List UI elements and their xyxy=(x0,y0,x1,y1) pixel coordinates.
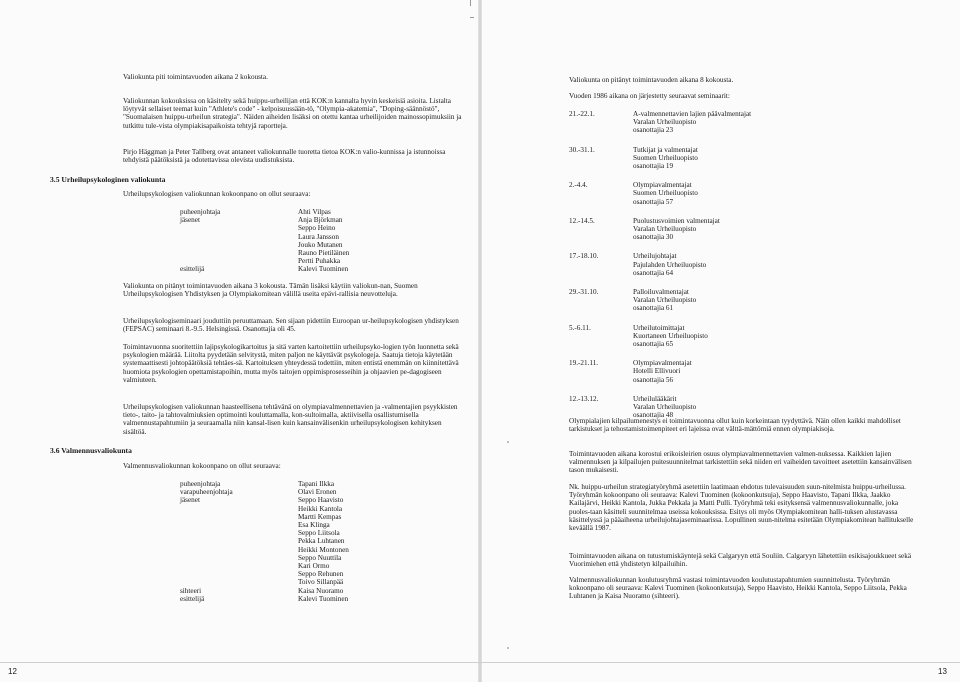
right-paragraph: Olympialajien kilpailumenestys ei toimintavuonna ollut kuin korkeintaan tyydyttävä. Näin ollen kaikki mahdolliset tarkistukset ja tehostamistoimenpiteet eri lajeissa ovat välttä-mättömiä ennen olympiakisoja. xyxy=(569,417,901,434)
page-number-right: 13 xyxy=(938,667,947,676)
seminar-place: Varalan Urheiluopisto xyxy=(633,296,697,305)
roster-role xyxy=(180,570,298,578)
roster-role xyxy=(180,537,298,545)
seminar-date: 12.-14.5. xyxy=(569,216,595,225)
roster-role xyxy=(180,546,298,554)
seminar-place: Suomen Urheiluopisto xyxy=(633,153,698,162)
seminar-title: A-valmennettavien lajien päävalmentajat xyxy=(633,110,752,118)
left-paragraph: Pirjo Häggman ja Peter Tallberg ovat antaneet valiokunnalle tuoretta tietoa KOK:n valio-kunnissa ja istunnoissa tehdyistä päätöksistä ja odotettavissa olevista uudistuksista. xyxy=(123,148,446,165)
roster-name: Martti Kempas xyxy=(298,512,342,521)
seminar-count: osanottajia 57 xyxy=(633,197,674,206)
seminar-place: Kuortaneen Urheiluopisto xyxy=(633,331,708,340)
roster-name: Tapani Ilkka xyxy=(298,480,335,488)
seminar-place: Varalan Urheiluopisto xyxy=(633,403,697,412)
seminar-date: 17.-18.10. xyxy=(569,252,599,261)
section-heading-3-5: 3.5 Urheilupsykologinen valiokunta xyxy=(50,175,166,184)
seminar-date: 30.-31.1. xyxy=(569,145,595,154)
seminar-count: osanottajia 23 xyxy=(633,126,674,135)
seminar-place: Pajulahden Urheiluopisto xyxy=(633,260,707,269)
right-paragraph: Toimintavuoden aikana korostui erikoisleirien osuus olympiavalmennettavien valmen-nuksessa. Kaikkien lajien valmennuksen ja kilpailujen puitesuunnitelmat tarkistettiin sekä niiden eri vaiheiden tavoitteet asetettiin kansainvälisen tason mukaisesti. xyxy=(569,450,912,475)
crop-mark xyxy=(470,17,474,18)
roster-name: Rauno Pietiläinen xyxy=(298,249,350,258)
right-paragraph: Toimintavuoden aikana on tutustumiskäyntejä sekä Calgaryyn että Souliin. Calgaryyn lähetettiin esikisajoukkueet sekä Vuorimiehen että yhdistetyn kilpailuihin. xyxy=(569,552,912,569)
seminar-list xyxy=(569,110,833,419)
seminar-place: Varalan Urheiluopisto xyxy=(633,225,697,234)
book-gutter xyxy=(478,0,482,682)
seminar-date: 29.-31.10. xyxy=(569,288,599,297)
seminar-title: Urheilulääkärit xyxy=(633,394,677,403)
seminar-count: osanottajia 56 xyxy=(633,375,674,384)
committee-intro: Valmennusvaliokunnan kokoonpano on ollut seuraava: xyxy=(123,462,281,470)
right-paragraph: Nk. huippu-urheilun strategiatyöryhmä asetettiin laatimaan ehdotus tulevaisuuden suun-nitelmista huippu-urheilussa. Työryhmän kokoonpano oli seuraava: Kalevi Tuominen (kokoonkutsuja), Seppo Haavisto, Tapani Ilkka, Jaakko Kailajärvi, Heikki Kantola, Jukka Pekkala ja Matti Pulli. Työryhmä teki esityksensä valmennusvaliokunnalle, joka puoles-taan käsitteli suunnitelmaa useissa kokouksissa. Esitys oli myös Olympiakomitean halli-tuksen alustavassa käsittelyssä ja pääaiheena urheilujohtajaseminaarissa. Lopullinen suun-nitelma esitetään Olympiakomitean hallitukselle keväällä 1987. xyxy=(569,483,914,533)
left-paragraph: Urheilupsykologisen valiokunnan haasteellisena tehtävänä on olympiavalmennettavien ja -valmentajien psyykkisten tieto-, taito- ja tahtovalmiuksien optimointi kouluttamalla, kon-sultoimalla, aktiivisella osallistumisella valmennustapahtumiin ja seuraamalla niin kansal-lisen kuin kansainvälisenkin urheilupsykologisen kehityksen sisältöä. xyxy=(123,403,458,436)
seminar-place: Hotelli Ellivuori xyxy=(633,367,681,376)
right-paragraph: Valmennusvaliokunnan koulutusryhmä vastasi toimintavuoden koulutustapahtumien suunnittelusta. Työryhmän kokoonpano oli seuraava: Kalevi Tuominen (kokoonkutsuja), Seppo Haavisto, Heikki Kantola, Seppo Liitsola, Pekka Luhtanen ja Kaisa Nuoramo (sihteeri). xyxy=(569,576,907,601)
roster-role xyxy=(180,578,298,586)
roster-role xyxy=(180,249,298,257)
roster-name: Kalevi Tuominen xyxy=(298,265,349,274)
roster-name: Seppo Heino xyxy=(298,224,336,233)
crop-mark xyxy=(470,0,471,6)
roster-role xyxy=(180,257,298,265)
roster-name: Laura Jansson xyxy=(298,232,339,241)
seminar-date: 19.-21.11. xyxy=(569,359,599,368)
roster-role: esittelijä xyxy=(180,594,205,603)
seminar-title: Olympiavalmentajat xyxy=(633,181,692,190)
roster-name: Seppo Liitsola xyxy=(298,529,340,538)
roster-name: Kalevi Tuominen xyxy=(298,594,349,603)
roster-name: Pekka Luhtanen xyxy=(298,537,345,546)
left-paragraph: Toimintavuonna suoritettiin lajipsykologikartoitus ja sitä varten kartoitettiin urheilupsyko-logien työn luonnetta sekä psykologien määrää. Liitolta pyydetään selvitystä, miten paljon ne käyttävät psykologeja. Saatuja tietoja käytetään systemaattisesti johtopäätöksiä tehtäes-sä. Kartoituksen yhteydessä todettiin, miten entistä enemmän on kiinnitettävä huomiota psykologien opettamistapoihin, mutta myös taitojen oppimisprosesseihin ja ohjaavien pe-dagogiseen valmiuteen. xyxy=(123,343,459,384)
seminar-place: Suomen Urheiluopisto xyxy=(633,189,698,198)
roster-name: Heikki Kantola xyxy=(298,504,343,513)
roster-name: Seppo Haavisto xyxy=(298,496,344,505)
seminar-count: osanottajia 65 xyxy=(633,340,674,349)
seminar-intro: Vuoden 1986 aikana on järjestetty seuraavat seminaarit: xyxy=(569,92,730,100)
page-number-left: 12 xyxy=(8,667,17,676)
scan-speck xyxy=(507,647,509,649)
seminar-date: 12.-13.12. xyxy=(569,394,599,403)
seminar-count: osanottajia 48 xyxy=(633,411,674,420)
seminar-date: 2.-4.4. xyxy=(569,181,588,190)
roster-role xyxy=(180,224,298,232)
roster-name: Ahti Vilpas xyxy=(298,208,331,216)
seminar-date: 5.-6.11. xyxy=(569,323,591,332)
roster-name: Heikki Montonen xyxy=(298,545,349,554)
roster-role: sihteeri xyxy=(180,586,202,595)
roster-role xyxy=(180,562,298,570)
left-intro-line: Valiokunta piti toimintavuoden aikana 2 kokousta. xyxy=(123,73,268,81)
roster-role xyxy=(180,505,298,513)
page-bottom-rule xyxy=(0,662,960,663)
roster-name: Seppo Nuuttila xyxy=(298,553,342,562)
scan-speck xyxy=(507,441,509,443)
roster-name: Anja Björkman xyxy=(298,216,343,225)
left-paragraph: Urheilupsykologiseminaari jouduttiin peruuttamaan. Sen sijaan pidettiin Euroopan ur-heilupsykologisen yhdistyksen (FEPSAC) seminaari 8.-9.5. Helsingissä. Osanottajia oli 45. xyxy=(123,317,459,334)
seminar-count: osanottajia 61 xyxy=(633,304,674,313)
roster-role: jäsenet xyxy=(180,216,200,225)
roster-name: Olavi Eronen xyxy=(298,488,337,497)
seminar-title: Olympiavalmentajat xyxy=(633,359,692,368)
committee-roster-3-5 xyxy=(180,208,428,274)
seminar-count: osanottajia 19 xyxy=(633,162,674,171)
roster-name: Toivo Sillanpää xyxy=(298,578,344,587)
roster-name: Seppo Rehunen xyxy=(298,570,344,579)
section-heading-3-6: 3.6 Valmennusvaliokunta xyxy=(50,446,132,455)
committee-intro: Urheilupsykologisen valiokunnan kokoonpano on ollut seuraava: xyxy=(123,190,311,198)
roster-role xyxy=(180,513,298,521)
roster-name: Jouko Mutanen xyxy=(298,240,343,249)
roster-role xyxy=(180,521,298,529)
seminar-place: Varalan Urheiluopisto xyxy=(633,118,697,127)
left-paragraph: Valiokunnan kokouksissa on käsitelty sekä huippu-urheilijan että KOK:n kannalta hyvin keskeisiä asioita. Listalta löytyvät sellaiset teemat kuin "Athlete's code" - kelpoisuussään-tö, "Olympia-akatemia", "Doping-säännöstö", "Suomalaisen huippu-urheilun strategia". Näiden aiheiden lisäksi on otettu kantaa urheilijoiden mainossopimuksiin ja tutkittu tule-vista olympiakisapaikoista tehtyjä raportteja. xyxy=(123,97,462,130)
roster-name: Kari Ormo xyxy=(298,562,330,571)
left-paragraph: Valiokunta on pitänyt toimintavuoden aikana 3 kokousta. Tämän lisäksi käytiin valiokun-nan, Suomen Urheilupsykologisen Yhdistyksen ja Olympiakomitean välillä useita epävi-rallisia neuvotteluja. xyxy=(123,282,418,299)
seminar-title: Urheilujohtajat xyxy=(633,252,677,261)
committee-roster-3-6 xyxy=(180,480,428,603)
roster-role xyxy=(180,554,298,562)
seminar-title: Urheilutoimittajat xyxy=(633,323,685,332)
roster-name: Kaisa Nuoramo xyxy=(298,586,344,595)
seminar-title: Tutkijat ja valmentajat xyxy=(633,145,698,154)
roster-role: puheenjohtaja xyxy=(180,480,221,488)
seminar-title: Palloiluvalmentajat xyxy=(633,288,689,297)
seminar-count: osanottajia 30 xyxy=(633,233,674,242)
roster-role: jäsenet xyxy=(180,496,200,505)
roster-name: Pertti Puhakka xyxy=(298,257,341,266)
roster-name: Esa Klinga xyxy=(298,521,330,530)
roster-role: varapuheenjohtaja xyxy=(180,488,233,497)
seminar-date: 21.-22.1. xyxy=(569,110,595,118)
roster-role xyxy=(180,233,298,241)
roster-role xyxy=(180,241,298,249)
roster-role xyxy=(180,529,298,537)
seminar-count: osanottajia 64 xyxy=(633,268,674,277)
roster-role: esittelijä xyxy=(180,265,205,274)
right-intro-line: Valiokunta on pitänyt toimintavuoden aikana 8 kokousta. xyxy=(569,76,734,84)
roster-role: puheenjohtaja xyxy=(180,208,221,216)
seminar-title: Puolustusvoimien valmentajat xyxy=(633,216,720,225)
